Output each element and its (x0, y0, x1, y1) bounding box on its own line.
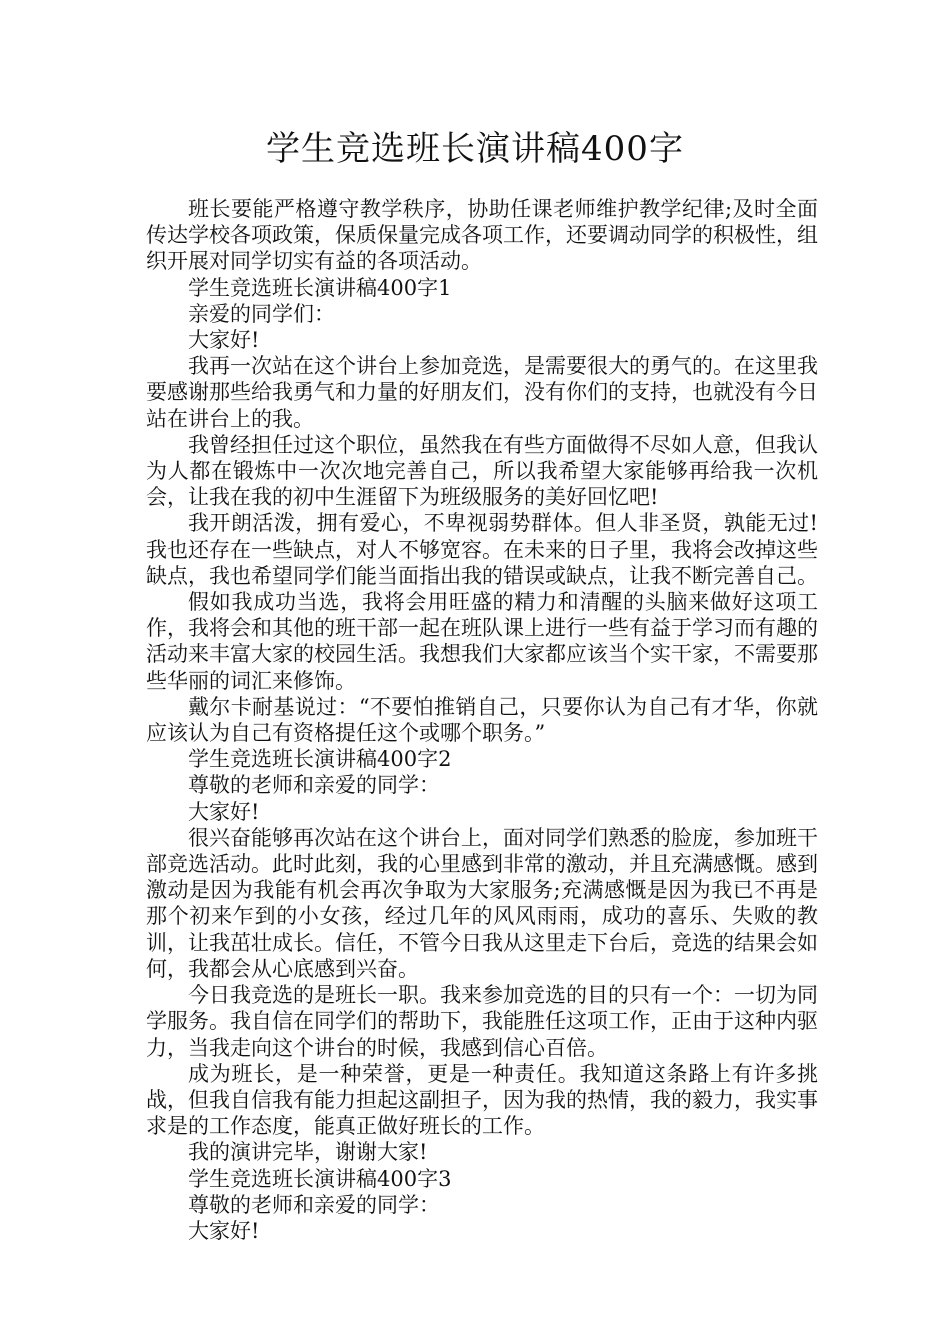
document-title: 学生竞选班长演讲稿400字 (266, 129, 684, 169)
speech-2-paragraph: 今日我竞选的是班长一职。我来参加竞选的目的只有一个：一切为同学服务。我自信在同学们的帮助下，我能胜任这项工作，正由于这种内驱力，当我走向这个讲台的时候，我感到信心百倍。 (146, 983, 818, 1060)
speech-1-paragraph: 我再一次站在这个讲台上参加竞选，是需要很大的勇气的。在这里我要感谢那些给我勇气和力量的好朋友们，没有你们的支持，也就没有今日站在讲台上的我。 (146, 354, 818, 431)
speech-2-greeting: 大家好! (188, 799, 260, 824)
speech-1-paragraph: 我开朗活泼，拥有爱心，不卑视弱势群体。但人非圣贤，孰能无过!我也还存在一些缺点，对人不够宽容。在未来的日子里，我将会改掉这些缺点，我也希望同学们能当面指出我的错误或缺点，让我不断完善自己。 (146, 511, 818, 588)
intro-paragraph: 班长要能严格遵守教学秩序，协助任课老师维护教学纪律;及时全面传达学校各项政策，保质保量完成各项工作，还要调动同学的积极性，组织开展对同学切实有益的各项活动。 (146, 197, 818, 274)
speech-1-quote: 戴尔卡耐基说过：“不要怕推销自己，只要你认为自己有才华，你就应该认为自己有资格提任这个或哪个职务。” (146, 694, 818, 746)
speech-3-salutation: 尊敬的老师和亲爱的同学： (188, 1192, 440, 1217)
speech-2-paragraph: 成为班长，是一种荣誉，更是一种责任。我知道这条路上有许多挑战，但我自信我有能力担起这副担子，因为我的热情，我的毅力，我实事求是的工作态度，能真正做好班长的工作。 (146, 1061, 818, 1139)
document-body (146, 196, 818, 1244)
speech-2-paragraph: 很兴奋能够再次站在这个讲台上，面对同学们熟悉的脸庞，参加班干部竞选活动。此时此刻，我的心里感到非常的激动，并且充满感慨。感到激动是因为我能有机会再次争取为大家服务;充满感慨是因为我已不再是那个初来乍到的小女孩，经过几年的风风雨雨，成功的喜乐、失败的教训，让我茁壮成长。信任，不管今日我从这里走下台后，竞选的结果会如何，我都会从心底感到兴奋。 (146, 825, 818, 981)
speech-2-heading: 学生竞选班长演讲稿400字2 (188, 747, 452, 772)
speech-1-paragraph: 假如我成功当选，我将会用旺盛的精力和清醒的头脑来做好这项工作，我将会和其他的班干部一起在班队课上进行一些有益于学习而有趣的活动来丰富大家的校园生活。我想我们大家都应该当个实干家，不需要那些华丽的词汇来修饰。 (146, 590, 818, 693)
speech-3-greeting: 大家好! (188, 1218, 260, 1243)
speech-2-closing: 我的演讲完毕，谢谢大家! (188, 1140, 428, 1165)
speech-2-salutation: 尊敬的老师和亲爱的同学： (188, 773, 440, 798)
speech-1-paragraph: 我曾经担任过这个职位，虽然我在有些方面做得不尽如人意，但我认为人都在锻炼中一次次地完善自己，所以我希望大家能够再给我一次机会，让我在我的初中生涯留下为班级服务的美好回忆吧! (146, 432, 818, 510)
speech-1-salutation: 亲爱的同学们： (188, 301, 335, 326)
speech-3-heading: 学生竞选班长演讲稿400字3 (188, 1166, 452, 1191)
speech-1-heading: 学生竞选班长演讲稿400字1 (188, 275, 452, 300)
speech-1-greeting: 大家好! (188, 328, 260, 353)
